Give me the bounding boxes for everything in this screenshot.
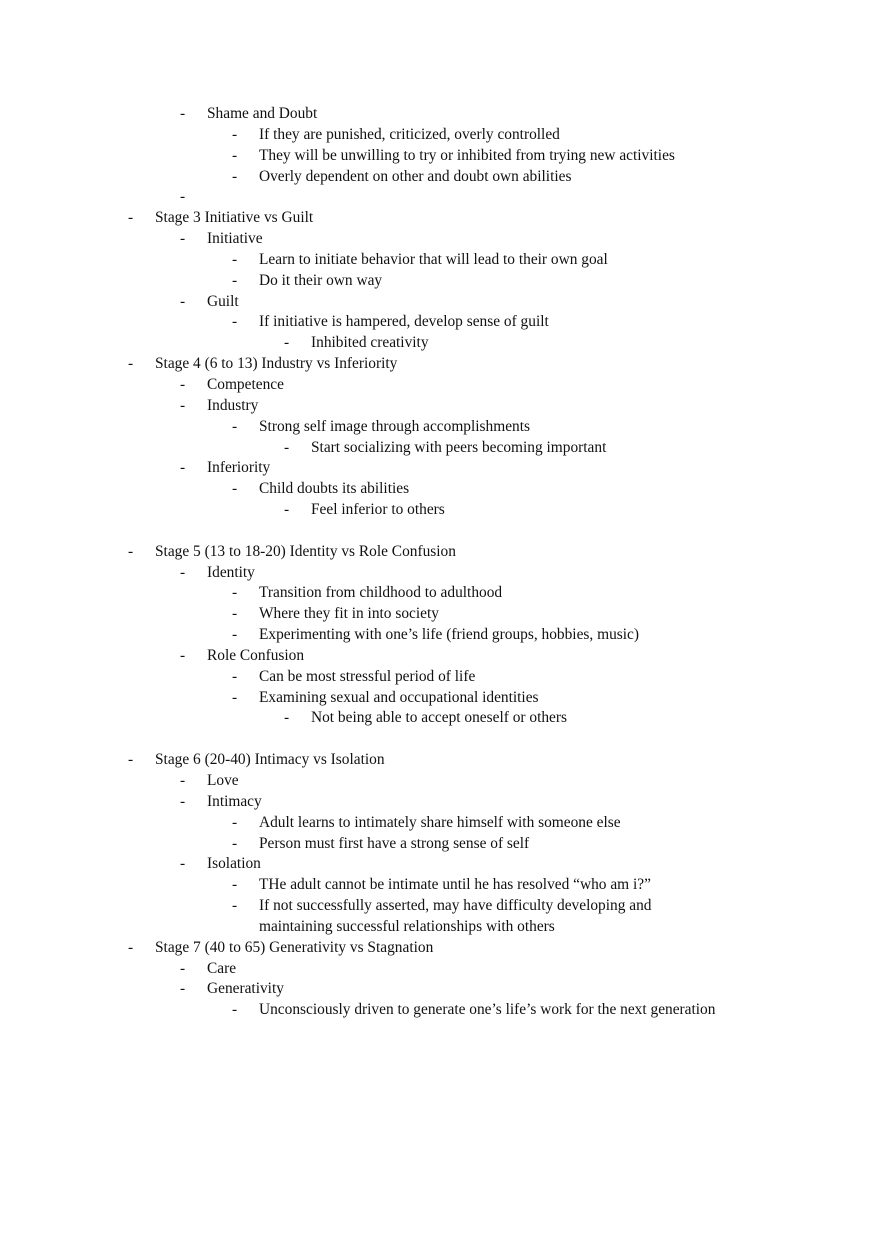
bullet-dash: -	[180, 396, 186, 414]
outline-item-text: They will be unwilling to try or inhibited from trying new activities	[259, 146, 675, 164]
bullet-dash: -	[232, 271, 238, 289]
bullet-dash: -	[128, 751, 134, 769]
bullet-dash: -	[232, 250, 238, 268]
outline-item-text: maintaining successful relationships with others	[259, 917, 555, 935]
outline-item-text: Identity	[207, 563, 255, 581]
outline-item-text: Stage 6 (20-40) Intimacy vs Isolation	[155, 751, 385, 769]
bullet-dash: -	[232, 417, 238, 435]
outline-item-level-1	[0, 354, 880, 375]
blank-line	[0, 521, 880, 542]
bullet-dash: -	[180, 459, 186, 477]
bullet-dash: -	[232, 146, 238, 164]
outline-item-level-4	[0, 708, 880, 729]
outline-item-text: Stage 5 (13 to 18-20) Identity vs Role Confusion	[155, 542, 456, 560]
outline-item-text: Experimenting with one’s life (friend groups, hobbies, music)	[259, 626, 639, 644]
bullet-dash: -	[128, 209, 134, 227]
outline-item-text: Stage 7 (40 to 65) Generativity vs Stagnation	[155, 938, 434, 956]
outline-item-text: Inhibited creativity	[311, 334, 429, 352]
outline-item-level-2	[0, 187, 880, 208]
blank-line	[0, 729, 880, 750]
outline-item-level-3	[0, 583, 880, 604]
bullet-dash: -	[180, 980, 186, 998]
bullet-dash: -	[232, 605, 238, 623]
outline-item-level-2	[0, 959, 880, 980]
bullet-dash: -	[180, 855, 186, 873]
bullet-dash: -	[180, 105, 186, 122]
outline-item-text: Unconsciously driven to generate one’s life’s work for the next generation	[259, 1001, 716, 1019]
outline-item-level-2	[0, 292, 880, 313]
outline-item-text: Care	[207, 959, 237, 977]
outline-item-text: Initiative	[207, 230, 263, 248]
outline-item-level-3	[0, 146, 880, 167]
outline-item-level-4	[0, 500, 880, 521]
outline-item-text: Where they fit in into society	[259, 605, 439, 623]
outline-item-level-1	[0, 542, 880, 563]
bullet-dash: -	[232, 667, 238, 685]
outline-item-level-2	[0, 854, 880, 875]
outline-item-level-3	[0, 167, 880, 188]
outline-item-text: Role Confusion	[207, 646, 305, 664]
bullet-dash: -	[232, 480, 238, 498]
outline-item-text: THe adult cannot be intimate until he has resolved “who am i?”	[259, 876, 651, 894]
outline-item-level-3	[0, 667, 880, 688]
bullet-dash: -	[232, 313, 238, 331]
outline-item-level-2	[0, 771, 880, 792]
outline-item-text: If they are punished, criticized, overly controlled	[259, 125, 560, 143]
outline-item-text: Strong self image through accomplishments	[259, 417, 530, 435]
bullet-dash: -	[232, 1001, 238, 1019]
bullet-dash: -	[232, 584, 238, 602]
outline-item-text: Isolation	[207, 855, 261, 873]
outline-item-level-3	[0, 1000, 880, 1021]
outline-item-text: Intimacy	[207, 792, 262, 810]
bullet-dash: -	[232, 834, 238, 852]
outline-item-text: Can be most stressful period of life	[259, 667, 476, 685]
bullet-dash: -	[128, 938, 134, 956]
bullet-dash: -	[232, 876, 238, 894]
outline-item-text: If initiative is hampered, develop sense of guilt	[259, 313, 549, 331]
outline-item-text: If not successfully asserted, may have difficulty developing and	[259, 897, 652, 915]
bullet-dash: -	[232, 688, 238, 706]
outline-item-text: Person must first have a strong sense of self	[259, 834, 530, 852]
outline-item-text: Industry	[207, 396, 259, 414]
bullet-dash: -	[232, 167, 238, 185]
outline-item-text: Transition from childhood to adulthood	[259, 584, 503, 602]
outline-item-level-3	[0, 813, 880, 834]
bullet-dash: -	[284, 709, 290, 727]
outline-item-level-2	[0, 979, 880, 1000]
outline-item-text: Inferiority	[207, 459, 271, 477]
outline-item-text: Competence	[207, 375, 284, 393]
outline-item-level-2	[0, 563, 880, 584]
outline-item-level-3	[0, 688, 880, 709]
outline-item-text: Overly dependent on other and doubt own abilities	[259, 167, 572, 185]
outline-item-level-3	[0, 604, 880, 625]
bullet-dash: -	[284, 438, 290, 456]
outline-item-level-3	[0, 271, 880, 292]
outline-item-level-4	[0, 333, 880, 354]
outline-item-text: Do it their own way	[259, 271, 383, 289]
outline-item-text: Start socializing with peers becoming important	[311, 438, 607, 456]
outline-item-level-1	[0, 750, 880, 771]
outline-item-text: Child doubts its abilities	[259, 480, 410, 498]
outline-item-text: Feel inferior to others	[311, 501, 445, 519]
outline-item-level-1	[0, 938, 880, 959]
bullet-dash: -	[180, 375, 186, 393]
outline-item-text: Shame and Doubt	[207, 105, 318, 122]
outline-item-level-2	[0, 396, 880, 417]
outline-item-level-3	[0, 917, 880, 938]
outline-item-level-2	[0, 104, 880, 125]
outline-item-text: Stage 3 Initiative vs Guilt	[155, 209, 314, 227]
outline-item-text: Stage 4 (6 to 13) Industry vs Inferiority	[155, 355, 398, 373]
outline-item-level-3	[0, 834, 880, 855]
outline-item-level-2	[0, 229, 880, 250]
bullet-dash: -	[232, 125, 238, 143]
bullet-dash: -	[180, 292, 186, 310]
outline-item-level-2	[0, 458, 880, 479]
outline-item-level-3	[0, 625, 880, 646]
outline-item-level-2	[0, 792, 880, 813]
outline-item-level-3	[0, 479, 880, 500]
bullet-dash: -	[180, 188, 186, 206]
outline-item-level-3	[0, 250, 880, 271]
bullet-dash: -	[180, 230, 186, 248]
bullet-dash: -	[284, 334, 290, 352]
outline-item-text: Guilt	[207, 292, 239, 310]
outline-item-level-2	[0, 375, 880, 396]
bullet-dash: -	[180, 563, 186, 581]
outline-item-level-3	[0, 417, 880, 438]
bullet-dash: -	[128, 355, 134, 373]
outline-item-text: Learn to initiate behavior that will lead to their own goal	[259, 250, 608, 268]
bullet-dash: -	[180, 646, 186, 664]
outline-item-level-4	[0, 438, 880, 459]
outline-item-text: Love	[207, 772, 239, 789]
bullet-dash: -	[180, 792, 186, 810]
bullet-dash: -	[180, 959, 186, 977]
bullet-dash: -	[232, 897, 238, 915]
outline-item-text: Not being able to accept oneself or others	[311, 709, 567, 727]
outline-item-level-3	[0, 312, 880, 333]
bullet-dash: -	[232, 813, 238, 831]
bullet-dash: -	[232, 626, 238, 644]
outline-item-level-3	[0, 896, 880, 917]
outline-item-level-3	[0, 875, 880, 896]
outline-item-text: Generativity	[207, 980, 284, 998]
outline-item-text: Adult learns to intimately share himself with someone else	[259, 813, 621, 831]
outline-item-level-3	[0, 125, 880, 146]
outline-item-level-2	[0, 646, 880, 667]
bullet-dash: -	[128, 542, 134, 560]
outline-item-text: Examining sexual and occupational identities	[259, 688, 539, 706]
bullet-dash: -	[284, 501, 290, 519]
document-page	[0, 104, 880, 1021]
bullet-dash: -	[180, 772, 186, 789]
outline-item-level-1	[0, 208, 880, 229]
